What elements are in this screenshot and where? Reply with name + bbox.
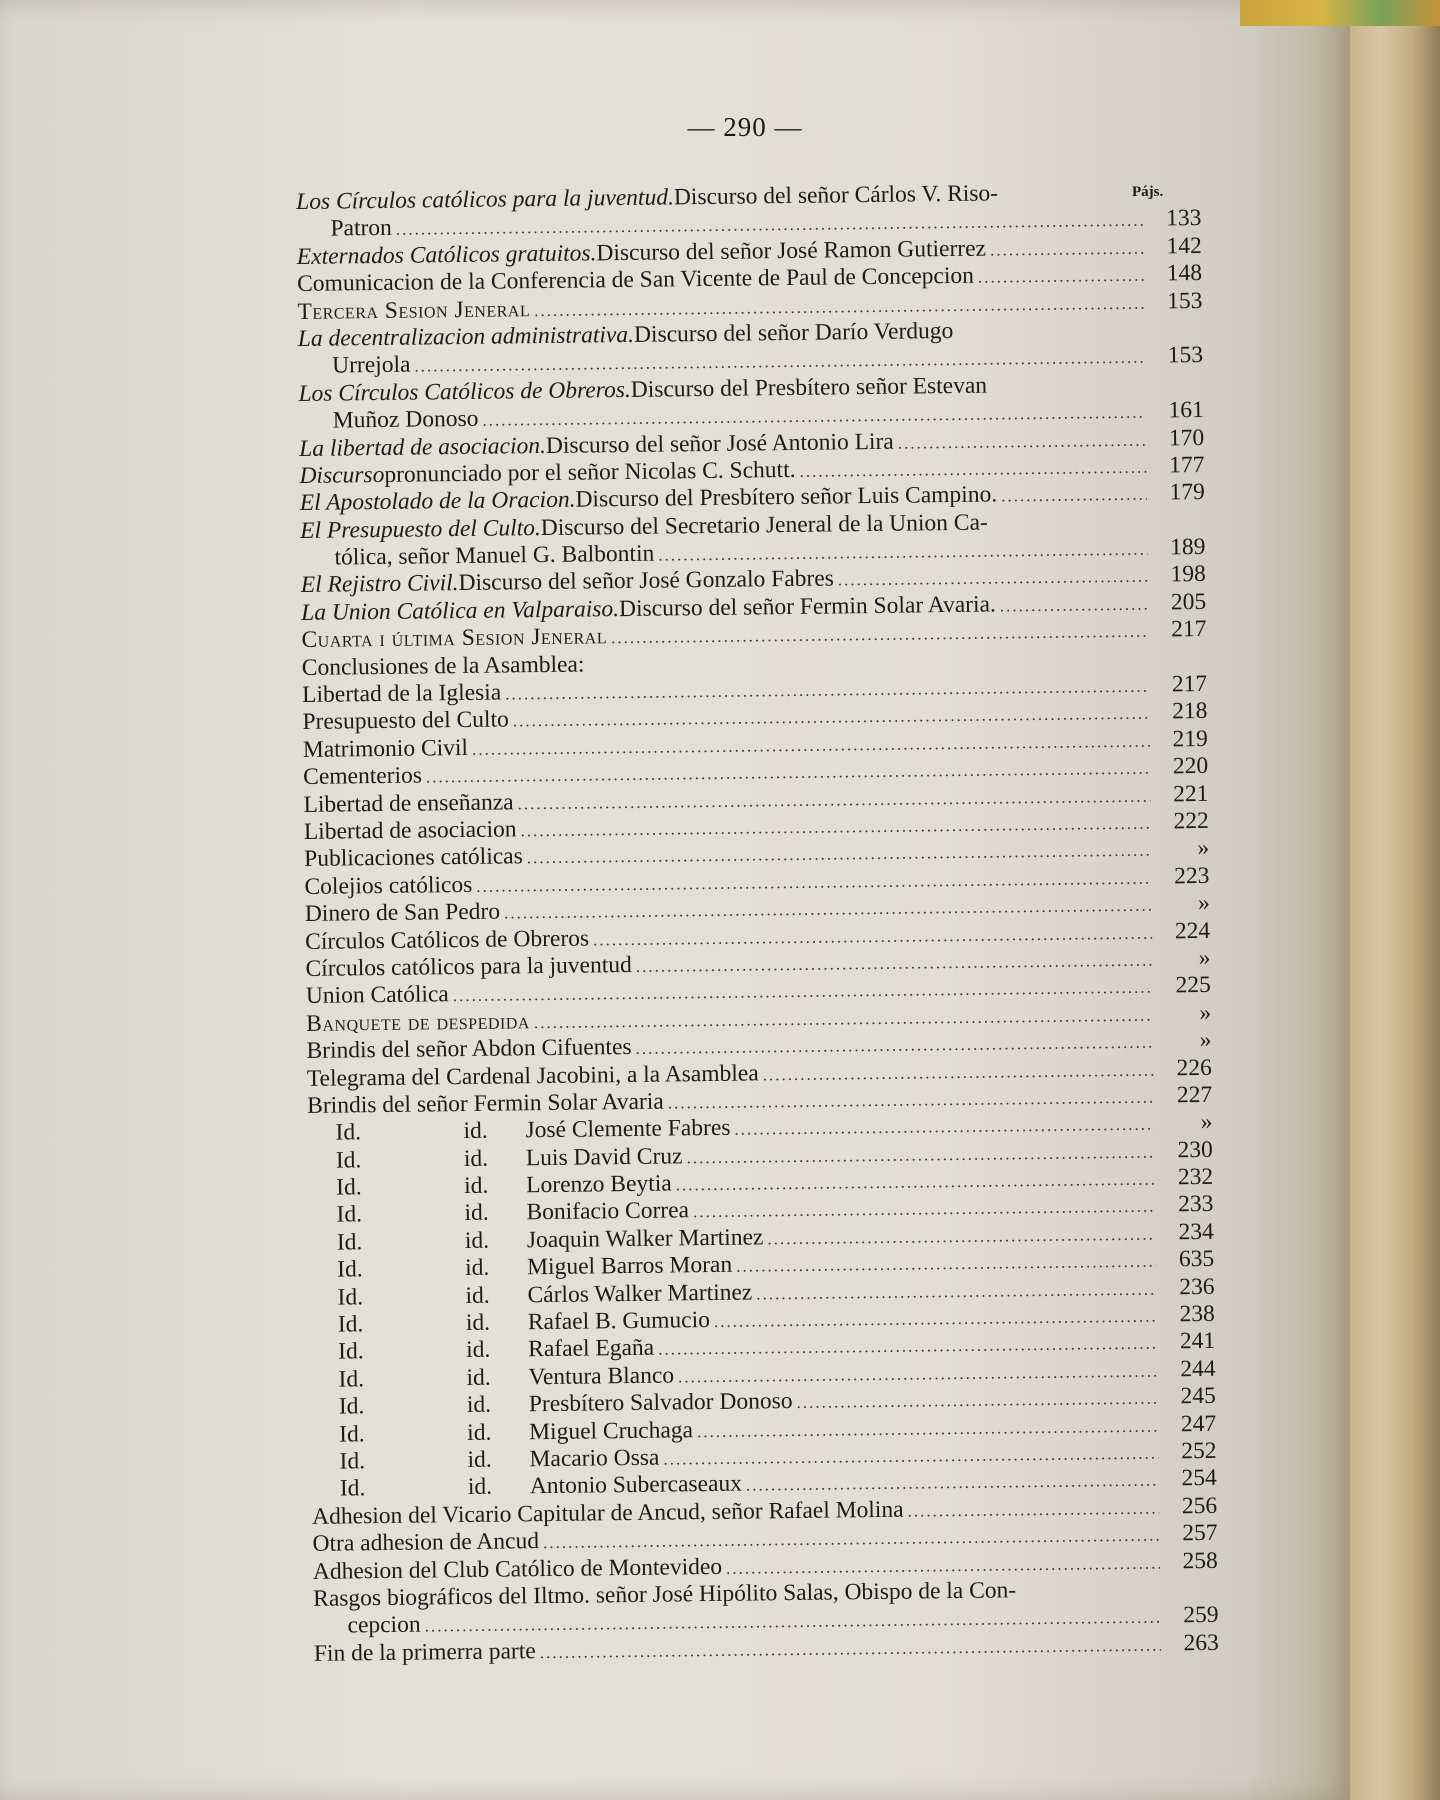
entry-text: Presupuesto del Culto — [302, 706, 509, 736]
page-ref: 198 — [1170, 561, 1206, 588]
entry-title: La Union Católica en Valparaiso. — [301, 595, 620, 626]
entry-text: Muñoz Donoso — [332, 405, 479, 434]
dot-leader — [796, 1385, 1158, 1417]
page-ref: » — [1200, 1109, 1213, 1136]
page-ref: 258 — [1182, 1547, 1218, 1574]
ditto-label: id. — [463, 1118, 488, 1145]
page-ref: 223 — [1174, 862, 1210, 890]
cover-corner — [1240, 0, 1440, 26]
section-heading: Tercera Sesion Jeneral — [297, 295, 531, 325]
ditto-label: id. — [465, 1282, 490, 1309]
dot-leader — [838, 563, 1148, 594]
ditto-label: id. — [464, 1227, 490, 1254]
entry-title: Los Círculos católicos para la juventud. — [296, 184, 675, 215]
entry-text: Adhesion del Club Católico de Montevideo — [312, 1553, 723, 1585]
page-ref: 234 — [1178, 1218, 1214, 1246]
entry-text: Brindis del señor Fermin Solar Avaria — [307, 1088, 664, 1119]
ditto-label: Id. — [338, 1338, 364, 1365]
ditto-label: Id. — [339, 1475, 366, 1502]
page-ref: 252 — [1181, 1437, 1217, 1465]
ditto-label: id. — [463, 1145, 489, 1172]
page-ref: 263 — [1183, 1629, 1219, 1656]
ditto-label: Id. — [337, 1256, 363, 1283]
ditto-label: Id. — [337, 1283, 364, 1311]
section-heading: Banquete de despedida — [306, 1007, 531, 1037]
entry-text: Bonifacio Correa — [526, 1197, 690, 1226]
page-ref: 133 — [1166, 205, 1202, 232]
page-ref: 230 — [1177, 1136, 1213, 1163]
entry-title: Los Círculos Católicos de Obreros. — [298, 376, 631, 407]
page-ref: 161 — [1168, 397, 1204, 424]
page-ref: 222 — [1173, 807, 1209, 835]
dot-leader — [990, 234, 1144, 263]
page-ref: 635 — [1178, 1246, 1215, 1273]
entry-text: Adhesion del Vicario Capitular de Ancud, señor Rafael Molina — [312, 1496, 904, 1530]
page-ref: 244 — [1180, 1355, 1216, 1383]
page-ref: 142 — [1166, 232, 1202, 260]
dot-leader — [1001, 481, 1147, 510]
dot-leader — [898, 426, 1147, 456]
entry-text: Patron — [330, 215, 393, 242]
page-ref: 218 — [1172, 698, 1208, 725]
section-heading: Cuarta i última Sesion Jeneral — [301, 623, 608, 654]
entry-text: Miguel Cruchaga — [529, 1416, 694, 1445]
entry-text: Urrejola — [332, 351, 411, 379]
entry-text: José Clemente Fabres — [525, 1115, 731, 1144]
ditto-label: Id. — [336, 1229, 363, 1256]
entry-text: Macario Ossa — [529, 1444, 660, 1473]
entry-title: Externados Católicos gratuitos. — [296, 240, 597, 270]
dot-leader — [978, 262, 1144, 291]
page-ref: 170 — [1168, 424, 1205, 451]
table-of-contents — [296, 178, 1219, 1668]
entry-text: Miguel Barros Moran — [527, 1251, 733, 1281]
entry-text: Cárlos Walker Martinez — [527, 1279, 753, 1308]
page-ref: 236 — [1179, 1273, 1215, 1300]
page-ref: 153 — [1167, 342, 1204, 369]
entry-text: Rafael B. Gumucio — [527, 1307, 711, 1336]
dot-leader — [1000, 590, 1149, 619]
entry-text: tólica, señor Manuel G. Balbontin — [334, 540, 655, 571]
entry-text: Luis David Cruz — [525, 1143, 683, 1171]
entry-text: Discurso del señor José Antonio Lira — [545, 428, 894, 459]
ditto-label: Id. — [337, 1311, 364, 1338]
page-ref: 179 — [1169, 479, 1205, 506]
entry-text: Fin de la primerra parte — [313, 1637, 536, 1667]
entry-text: Matrimonio Civil — [302, 734, 469, 763]
page-ref: 189 — [1170, 533, 1206, 561]
entry-text: Presbítero Salvador Donoso — [528, 1388, 793, 1418]
page-ref: 205 — [1170, 588, 1207, 616]
entry-title: La decentralizacion administrativa. — [297, 321, 635, 352]
entry-text: Círculos católicos para la juventud — [305, 951, 632, 982]
entry-text: Libertad de enseñanza — [303, 788, 514, 818]
entry-text: Comunicacion de la Conferencia de San Vicente de Paul de Concepcion — [297, 262, 975, 298]
page-ref: 219 — [1172, 725, 1208, 753]
ditto-label: id. — [465, 1254, 490, 1282]
entry-text: Discurso del señor Fermin Solar Avaria. — [618, 591, 997, 622]
entry-text: Union Católica — [305, 981, 449, 1010]
page-ref: 225 — [1175, 972, 1211, 999]
entry-title: El Apostolado de la Oracion. — [299, 486, 576, 517]
page-ref: 245 — [1180, 1383, 1216, 1410]
page-ref: 227 — [1176, 1081, 1213, 1109]
ditto-label: id. — [466, 1337, 491, 1364]
entry-text: Brindis del señor Abdon Cifuentes — [306, 1034, 632, 1065]
entry-text: Otra adhesion de Ancud — [312, 1528, 540, 1558]
page-ref: 241 — [1179, 1328, 1216, 1355]
entry-text: Lorenzo Beytia — [526, 1170, 672, 1199]
ditto-label: Id. — [339, 1420, 365, 1448]
ditto-label: Id. — [338, 1366, 365, 1393]
entry-text: Joaquin Walker Martinez — [526, 1224, 764, 1254]
ditto-label: Id. — [336, 1201, 363, 1229]
dot-leader — [799, 454, 1146, 486]
page-ref: 232 — [1177, 1163, 1214, 1191]
page-ref: » — [1197, 835, 1210, 862]
entry-text: Ventura Blanco — [528, 1362, 675, 1391]
entry-title: El Presupuesto del Culto. — [300, 514, 541, 544]
page-ref: » — [1197, 890, 1210, 917]
entry-text: Libertad de asociacion — [303, 816, 517, 845]
ditto-label: id. — [467, 1474, 493, 1501]
ditto-label: id. — [464, 1172, 489, 1200]
entry-text: Colejios católicos — [304, 871, 473, 900]
entry-text: Antonio Subercaseaux — [529, 1471, 743, 1500]
entry-text: Cementerios — [303, 762, 423, 791]
page-ref: 220 — [1172, 753, 1209, 780]
entry-text: Dinero de San Pedro — [304, 898, 501, 928]
page-ref: » — [1199, 1026, 1212, 1054]
ditto-label: id. — [467, 1419, 492, 1446]
entry-text: Discurso del Presbítero señor Estevan — [630, 372, 988, 403]
entry-text: Círculos Católicos de Obreros — [305, 925, 590, 955]
entry-text: Libertad de la Iglesia — [302, 679, 502, 708]
entry-text: Discurso del señor José Gonzalo Fabres — [458, 565, 834, 597]
dot-leader — [726, 1549, 1160, 1582]
entry-title: La libertad de asociacion. — [299, 432, 547, 462]
entry-text: cepcion — [347, 1611, 421, 1639]
entry-text: Publicaciones católicas — [304, 843, 523, 873]
entry-title: Discurso — [299, 461, 385, 489]
pages-column-label: Pájs. — [1132, 184, 1164, 200]
ditto-label: Id. — [339, 1448, 366, 1475]
page-ref: 217 — [1171, 616, 1207, 643]
page-ref: 177 — [1169, 451, 1205, 479]
page-ref: 153 — [1167, 287, 1203, 314]
page-ref: 224 — [1174, 917, 1211, 944]
entry-text: Conclusiones de la Asamblea: — [301, 651, 585, 681]
entry-text: Rafael Egaña — [528, 1335, 655, 1363]
entry-text: pronunciado por el señor Nicolas C. Schutt. — [384, 456, 796, 488]
ditto-label: Id. — [336, 1174, 362, 1201]
page-ref: 148 — [1166, 260, 1203, 287]
entry-text: Discurso del Presbítero señor Luis Campino. — [575, 481, 998, 513]
entry-title: El Rejistro Civil. — [300, 570, 459, 599]
page-ref: 247 — [1180, 1410, 1217, 1437]
page-ref: » — [1198, 944, 1211, 971]
dot-leader — [907, 1494, 1159, 1524]
entry-text: Discurso del señor José Ramon Gutierrez — [596, 235, 987, 267]
page-ref: 238 — [1179, 1300, 1215, 1328]
ditto-label: id. — [465, 1309, 491, 1337]
entry-text: Discurso del señor Darío Verdugo — [633, 317, 954, 348]
page-edge — [1350, 0, 1440, 1800]
page-ref: 221 — [1173, 780, 1209, 807]
ditto-label: id. — [467, 1446, 492, 1473]
page-ref: » — [1199, 999, 1212, 1026]
ditto-label: Id. — [335, 1119, 362, 1146]
page-ref: 256 — [1181, 1492, 1218, 1520]
page-ref: 217 — [1171, 670, 1208, 698]
ditto-label: Id. — [335, 1146, 362, 1174]
page-ref: 226 — [1176, 1054, 1212, 1081]
entry-text: Telegrama del Cardenal Jacobini, a la Asamblea — [306, 1059, 759, 1092]
page-ref: 259 — [1183, 1602, 1219, 1629]
entry-text: Discurso del Secretario Jeneral de la Union Ca- — [540, 509, 988, 541]
ditto-label: Id. — [338, 1393, 365, 1420]
ditto-label: id. — [466, 1364, 491, 1391]
page-ref: 254 — [1181, 1465, 1217, 1492]
ditto-label: id. — [464, 1200, 489, 1227]
entry-text: Rasgos biográficos del Iltmo. señor José Hipólito Salas, Obispo de la Con- — [313, 1577, 1017, 1612]
ditto-label: id. — [466, 1391, 492, 1419]
page-ref: 257 — [1182, 1519, 1218, 1547]
page-number: — 290 — — [687, 112, 803, 142]
entry-text: Discurso del señor Cárlos V. Riso- — [673, 180, 999, 211]
page-ref: 233 — [1178, 1191, 1214, 1218]
